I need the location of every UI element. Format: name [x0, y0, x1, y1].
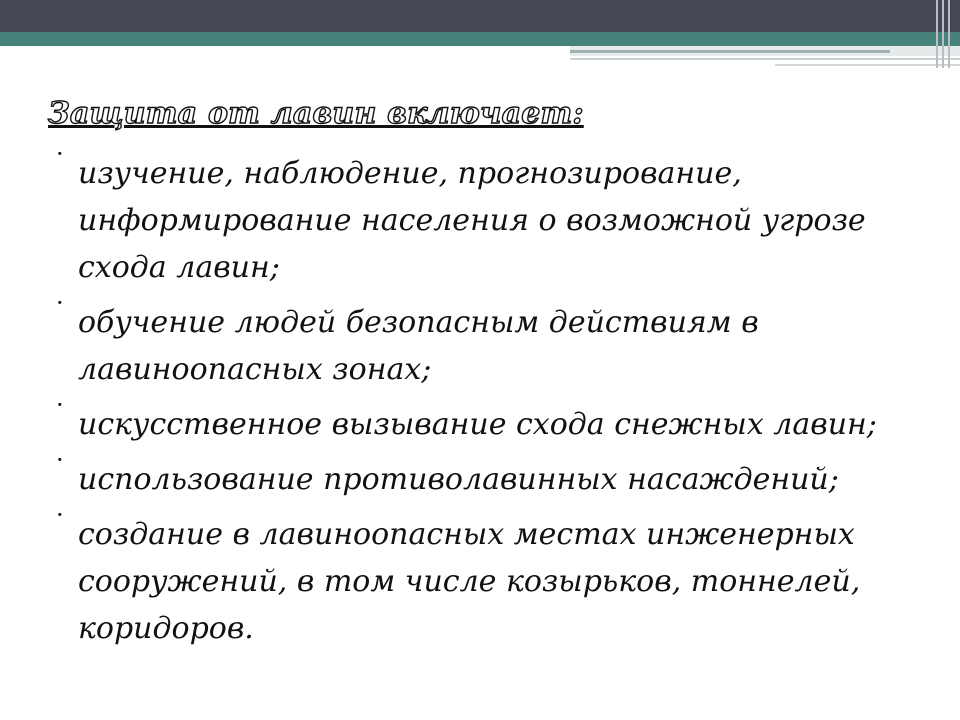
list-item — [48, 140, 948, 291]
decorative-line — [775, 64, 960, 66]
bullet-icon: · — [56, 446, 64, 474]
decorative-line — [570, 58, 960, 60]
list-item-text: создание в лавиноопасных местах инженерных сооружений, в том числе козырьков, тоннелей, коридоров. — [78, 517, 861, 646]
list-item — [48, 289, 948, 393]
list-item-text: изучение, наблюдение, прогнозирование, информирование населения о возможной угрозе схода лавин; — [78, 156, 866, 285]
list-item-text: искусственное вызывание схода снежных лавин; — [78, 407, 877, 442]
slide-title: Защита от лавин включает: — [48, 96, 584, 131]
list-item-text: использование противолавинных насаждений; — [78, 462, 839, 497]
bullet-icon: · — [56, 140, 64, 168]
list-item-text: обучение людей безопасным действиям в лавиноопасных зонах; — [78, 305, 759, 387]
header-bar — [0, 0, 960, 32]
bullet-list — [48, 140, 948, 660]
bullet-icon: · — [56, 501, 64, 529]
header-accent-band — [0, 32, 960, 46]
list-item — [48, 446, 948, 503]
list-item — [48, 391, 948, 448]
bullet-icon: · — [56, 289, 64, 317]
bullet-icon: · — [56, 391, 64, 419]
list-item — [48, 501, 948, 652]
decorative-line — [570, 50, 890, 53]
decorative-vertical-lines — [936, 0, 956, 68]
